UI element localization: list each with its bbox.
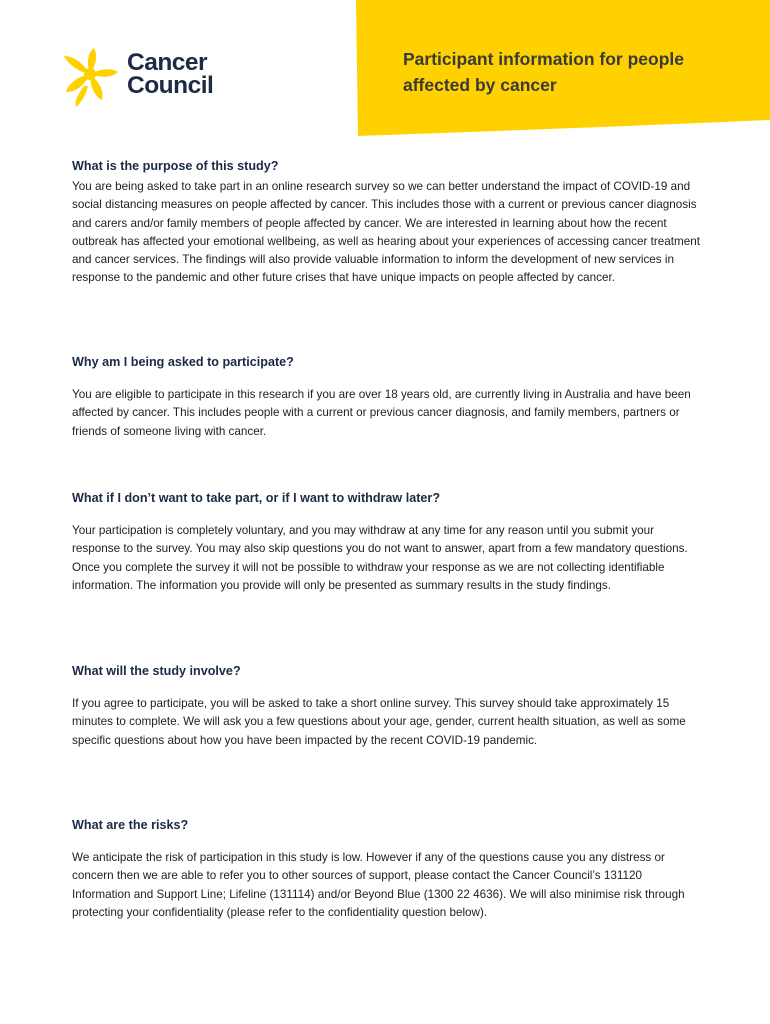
- section-paragraph: Your participation is completely voluntary, and you may withdraw at any time for any reason until you submit your response to the survey. You may also skip questions you do not want to answer, apart from a few mandatory questions. Once you complete the survey it will not be possible to withdraw your response as we are not collecting identifiable information. The information you provide will only be presented as summary results in the study findings.: [72, 524, 688, 592]
- document-title: Participant information for people affected by cancer: [403, 49, 684, 95]
- section-risks: [72, 816, 702, 922]
- logo-line-cancer: Cancer: [127, 49, 208, 76]
- section-paragraph: If you agree to participate, you will be asked to take a short online survey. This survey should take approximately 15 minutes to complete. We will ask you a few questions about your age, gender, current health situation, as well as some specific questions about how you have been impacted by the recent COVID-19 pandemic.: [72, 697, 686, 747]
- section-heading: What is the purpose of this study?: [72, 159, 279, 173]
- section-heading: What will the study involve?: [72, 664, 241, 678]
- section-study-involve: [72, 662, 702, 750]
- section-purpose: [72, 157, 702, 288]
- section-why-participate: [72, 353, 702, 441]
- section-paragraph: We anticipate the risk of participation in this study is low. However if any of the questions cause you any distress or concern then we are able to refer you to other sources of support, please contact the Cancer Council’s 131120 Information and Support Line; Lifeline (131114) and/or Beyond Blue (1300 22 4636). We will also minimise risk through protecting your confidentiality (please refer to the confidentiality question below).: [72, 851, 685, 919]
- section-heading: What if I don’t want to take part, or if I want to withdraw later?: [72, 491, 441, 505]
- cancer-council-logo: [58, 46, 228, 108]
- section-heading: What are the risks?: [72, 818, 189, 832]
- section-paragraph: You are being asked to take part in an online research survey so we can better understand the impact of COVID-19 and social distancing measures on people affected by cancer. This includes those with a current or previous cancer diagnosis and carers and/or family members of people affected by cancer. We are interested in learning about how the recent outbreak has affected your emotional wellbeing, as well as hearing about your experiences of accessing cancer treatment and cancer services. The findings will also provide valuable information to inform the development of new services in response to the pandemic and other future crises that have unique impacts on people affected by cancer.: [72, 180, 701, 285]
- section-paragraph: You are eligible to participate in this research if you are over 18 years old, are currently living in Australia and have been affected by cancer. This includes people with a current or previous cancer diagnosis, and family members, partners or friends of someone living with cancer.: [72, 388, 691, 438]
- daffodil-icon: [58, 46, 124, 108]
- logo-line-council: Council: [127, 72, 214, 99]
- section-heading: Why am I being asked to participate?: [72, 355, 294, 369]
- section-withdraw: [72, 489, 702, 595]
